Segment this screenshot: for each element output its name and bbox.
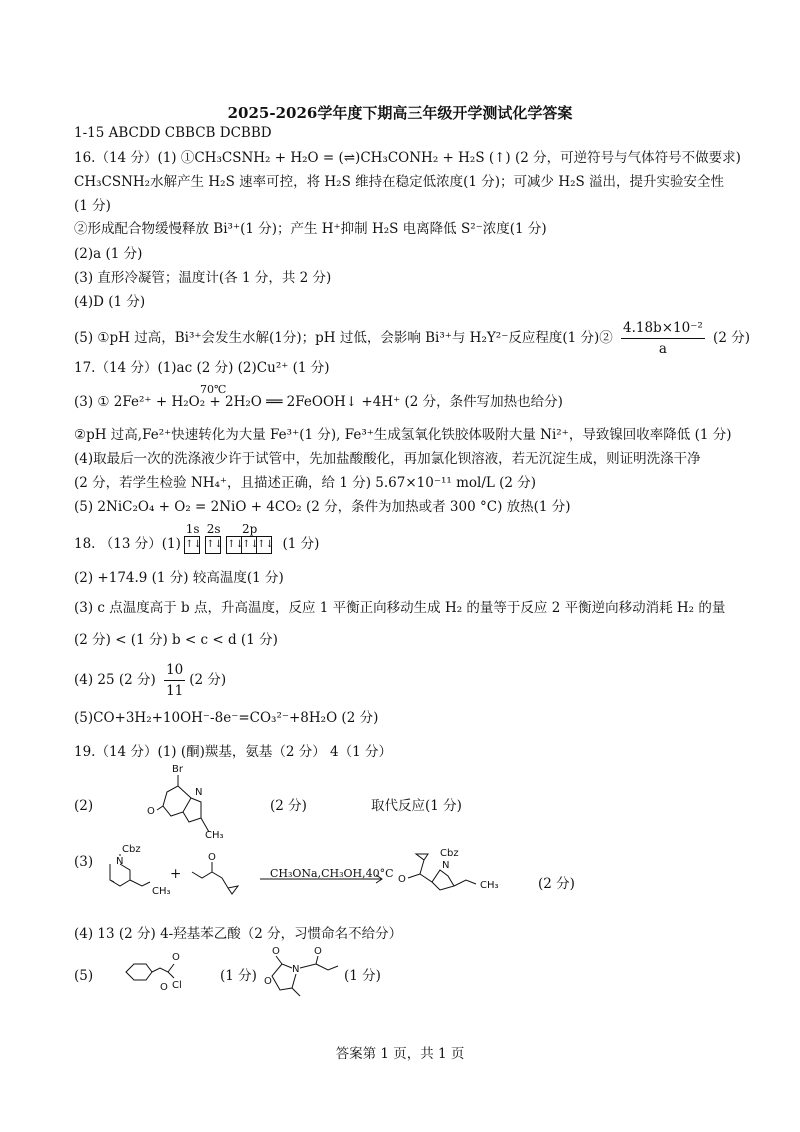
q16-line2: CH₃CSNH₂水解产生 H₂S 速率可控，将 H₂S 维持在稳定低浓度(1 分)；可减少 H₂S 溢出，提升实验安全性: [74, 174, 725, 190]
q18-line5: [74, 660, 226, 701]
page-footer: 答案第 1 页，共 1 页: [335, 1046, 465, 1062]
cbz-label: Cbz: [122, 844, 141, 855]
q19-2-reaction-type: 取代反应(1 分): [371, 798, 462, 814]
bromo-ketone-structure: [145, 762, 224, 841]
q19-2-score: (2 分): [270, 798, 307, 814]
br-label: Br: [172, 764, 183, 775]
mcq-answers: 1-15 ABCDD CBBCB DCBBD: [74, 125, 272, 141]
dihydropyridine-structure: [100, 842, 170, 898]
document-title: 2025-2026学年度下期高三年级开学测试化学答案: [227, 104, 573, 122]
orbital-box: ↑↓: [184, 536, 200, 554]
q19-3-label: (3): [74, 854, 94, 870]
q19-line4: (4) 13 (2 分) 4-羟基苯乙酸（2 分，习惯命名不给分）: [74, 926, 403, 942]
q16-line1: 16.（14 分）(1) ①CH₃CSNH₂ + H₂O = (⇌)CH₃CONH₂ + H₂S (↑) (2 分，可逆符号与气体符号不做要求): [74, 150, 741, 166]
q17-line1: 17.（14 分）(1)ac (2 分) (2)Cu²⁺ (1 分): [74, 360, 330, 376]
o-label: O: [398, 874, 406, 885]
q19-3-score: (2 分): [538, 876, 575, 892]
plus-sign: +: [170, 866, 182, 882]
o-label: O: [160, 982, 168, 993]
orbital-box: ↑↓: [256, 536, 272, 554]
q16-line8: [74, 318, 750, 359]
orbital-box: ↑↓: [205, 536, 221, 554]
reaction-arrow: [258, 872, 388, 886]
q18-4-fraction: [164, 660, 185, 701]
ch3-label: CH₃: [152, 886, 171, 897]
orbital-1s: [185, 521, 202, 554]
q18-1-text: 18. （13 分）(1): [74, 536, 181, 552]
o-label: O: [208, 852, 216, 863]
o-label: O: [172, 952, 180, 963]
fraction-denominator: 11: [166, 683, 184, 699]
q18-line3: (3) c 点温度高于 b 点，升高温度，反应 1 平衡正向移动生成 H₂ 的量等于反应 2 平衡逆向移动消耗 H₂ 的量: [74, 600, 726, 616]
orbital-label: 2p: [241, 521, 258, 536]
q18-4-text: (4) 25 (2 分): [74, 672, 161, 688]
q16-line3: (1 分): [74, 198, 111, 214]
n-label: N: [195, 787, 203, 798]
orbital-box: ↑↓: [241, 536, 257, 554]
n-label: N: [116, 856, 124, 867]
cyclopropyl-vinyl-ketone-structure: [186, 850, 250, 900]
fraction-numerator: 4.18b×10⁻²: [621, 318, 705, 339]
q16-line5: (2)a (1 分): [74, 246, 143, 262]
n-label: N: [292, 964, 300, 975]
electron-orbital-diagram: [185, 521, 278, 552]
q19-5-score-b: (1 分): [344, 968, 381, 984]
q16-5-fraction: [621, 318, 705, 359]
fraction-numerator: 10: [164, 660, 185, 681]
reaction-conditions: CH₃ONa,CH₃OH,40°C: [270, 867, 394, 880]
q17-line6: (5) 2NiC₂O₄ + O₂ = 2NiO + 4CO₂ (2 分，条件为加热或者 300 °C) 放热(1 分): [74, 499, 571, 515]
q19-2-label: (2): [74, 798, 94, 814]
o-label: O: [264, 976, 272, 987]
orbital-2s: [206, 521, 223, 554]
q18-4-score: (2 分): [189, 672, 227, 688]
q19-5-label: (5): [74, 968, 94, 984]
cl-label: Cl: [172, 980, 182, 991]
q18-line6: (5)CO+3H₂+10OH⁻-8e⁻=CO₃²⁻+8H₂O (2 分): [74, 710, 379, 726]
q18-1-score: (1 分): [282, 536, 320, 552]
cbz-label: Cbz: [440, 848, 459, 859]
q18-line2: (2) +174.9 (1 分) 较高温度(1 分): [74, 570, 284, 586]
q16-line6: (3) 直形冷凝管；温度计(各 1 分，共 2 分): [74, 270, 332, 286]
q17-line2: (3) ① 2Fe²⁺ + H₂O₂ + 2H₂O ══ 2FeOOH↓ +4H⁺ (2 分，条件写加热也给分): [74, 394, 563, 410]
orbital-box: ↑↓: [226, 536, 242, 554]
q16-line7: (4)D (1 分): [74, 294, 146, 310]
q17-line4: (4)取最后一次的洗涤液少许于试管中，先加盐酸酸化，再加氯化钡溶液，若无沉淀生成，则证明洗涤干净: [74, 451, 701, 467]
orbital-label: 2s: [206, 521, 221, 536]
benzyl-chloroformate-structure: [120, 950, 190, 994]
oxazolidinone-acrylamide-structure: [262, 944, 344, 1000]
q17-reaction-condition: 70℃: [200, 383, 227, 396]
q19-5-score-a: (1 分): [220, 968, 257, 984]
o-label: O: [314, 946, 322, 957]
bicyclic-product-structure: [396, 846, 506, 898]
q16-line4: ②形成配合物缓慢释放 Bi³⁺(1 分)；产生 H⁺抑制 H₂S 电离降低 S²⁻浓度(1 分): [74, 221, 547, 237]
q18-line1: [74, 521, 320, 554]
q16-5-score: (2 分): [708, 330, 750, 346]
q17-line3: ②pH 过高,Fe²⁺快速转化为大量 Fe³⁺(1 分), Fe³⁺生成氢氧化铁胶体吸附大量 Ni²⁺，导致镍回收率降低 (1 分): [74, 427, 732, 443]
o-label: O: [272, 946, 280, 957]
q16-5-text: (5) ①pH 过高，Bi³⁺会发生水解(1分)；pH 过低，会影响 Bi³⁺与 H₂Y²⁻反应程度(1 分)②: [74, 330, 618, 346]
fraction-denominator: a: [658, 341, 667, 357]
q18-line4: (2 分) < (1 分) b < c < d (1 分): [74, 632, 278, 648]
ch3-label: CH₃: [205, 830, 224, 841]
orbital-2p: [227, 521, 274, 554]
ch3-label: CH₃: [480, 880, 499, 891]
n-label: N: [442, 860, 450, 871]
o-label: O: [147, 806, 155, 817]
orbital-label: 1s: [185, 521, 200, 536]
q19-line1: 19.（14 分）(1) (酮)羰基，氨基（2 分） 4（1 分）: [74, 744, 393, 760]
q17-line5: (2 分，若学生检验 NH₄⁺，且描述正确，给 1 分) 5.67×10⁻¹¹ mol/L (2 分): [74, 475, 537, 491]
